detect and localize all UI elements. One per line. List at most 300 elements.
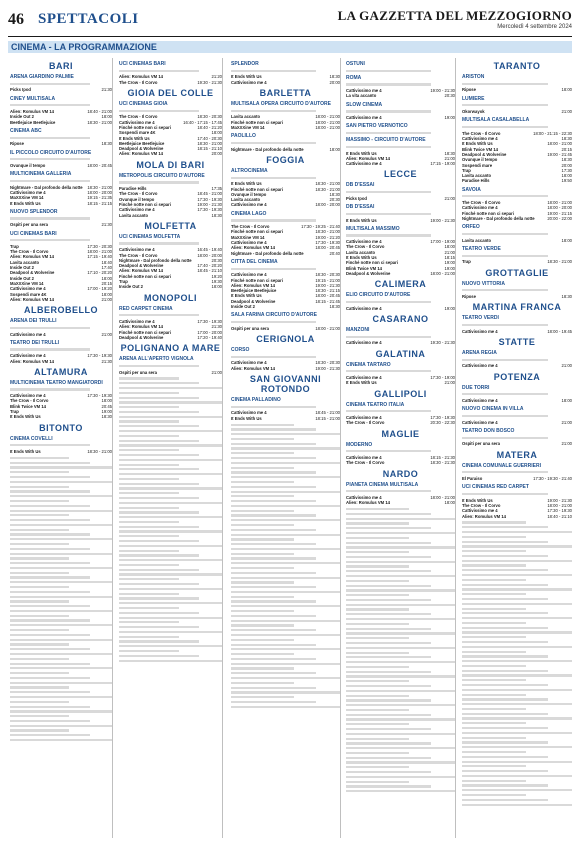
showtimes: 18:00: [561, 397, 572, 403]
film-title: Inside Out 2: [231, 304, 255, 310]
cinema-name: MULTISALA MASSIMO: [346, 225, 400, 232]
showtime-row: [462, 216, 572, 221]
cinema-address-placeholder: [231, 177, 340, 179]
showtimes: 17:35: [211, 186, 222, 192]
cinema-name: PIANETA CINEMA MULTISALA: [346, 481, 419, 488]
showtime-row: [119, 335, 222, 340]
showtime-row: [462, 398, 572, 403]
cinema-address-placeholder: [119, 110, 222, 112]
showtimes: 18:00 - 21:00: [547, 200, 572, 206]
listing-column-2: [119, 58, 223, 838]
film-title: Ovunque il tempo: [119, 196, 155, 202]
showtime-row: [346, 500, 455, 505]
showtime-row: [119, 284, 222, 289]
film-title: The Crow - Il Corvo: [346, 420, 385, 426]
showtimes: 19:00 - 21:30: [315, 282, 340, 288]
film-title: Deadpool & Wolverine: [231, 298, 276, 304]
film-title: Ospiti per una sera: [10, 222, 48, 228]
showtimes: 21:30: [101, 358, 112, 364]
showtimes: 18:30 - 21:00: [87, 184, 112, 190]
film-title: El Paraiso: [462, 476, 483, 481]
showtimes: 17:30 - 19:00: [430, 374, 455, 380]
showtimes: 21:00: [561, 363, 572, 369]
film-title: It Ends With Us: [231, 74, 262, 80]
showtimes: 19:00: [444, 115, 455, 121]
showtimes: 19:50: [561, 178, 572, 184]
film-title: Cattivissimo me 4: [462, 363, 498, 369]
cinema-name: SAN PIETRO VERNOTICO: [346, 123, 408, 130]
showtimes: 20:30: [329, 197, 340, 203]
showtimes: 19:00 - 21:15: [547, 210, 572, 216]
showtimes: 18:30: [329, 191, 340, 197]
showtimes: 18:00 - 21:00: [547, 502, 572, 508]
showtimes: 18:30 - 21:15: [315, 288, 340, 294]
showtimes: 21:00: [101, 296, 112, 302]
film-title: Cattivissimo me 4: [346, 115, 382, 121]
showtime-row: [462, 109, 572, 114]
cinema-name: CINEMA PALLADINO: [231, 397, 281, 404]
showtimes: 18:00: [561, 173, 572, 179]
listing-column-1: [10, 58, 113, 838]
showtimes: 17:40 - 20:30: [197, 135, 222, 141]
film-title: Cattivissimo me 4: [462, 397, 498, 403]
cinema-address-placeholder: [10, 444, 112, 446]
showtimes: 17:00 - 20:00: [197, 329, 222, 335]
showtimes: 17:30 - 19:30 - 21:40: [533, 476, 572, 481]
showtimes: 19:00: [101, 409, 112, 415]
showtimes: 19:00 - 21:30: [197, 201, 222, 207]
showtime-row: [10, 414, 112, 419]
film-title: Cattivissimo me 4: [462, 419, 498, 425]
showtimes: 20:30 - 22:30: [430, 420, 455, 426]
film-title: Lavita accanto: [462, 237, 492, 243]
cinema-name: UCI CINEMAS MOLFETTA: [119, 233, 181, 240]
showtime-row: [346, 460, 455, 465]
film-title: Cattivissimo me 4: [119, 207, 155, 213]
showtimes: 17:10 - 20:20: [87, 270, 112, 276]
film-title: Cattivissimo me 4: [346, 305, 382, 311]
film-title: Lavita accanto: [231, 114, 261, 120]
showtime-row: [462, 441, 572, 446]
city-heading: LECCE: [383, 169, 417, 180]
showtimes: 17:30 - 19:30: [197, 319, 222, 324]
showtimes: 18:00 - 21:00: [87, 249, 112, 255]
city-heading: POTENZA: [493, 371, 541, 382]
showtimes: 18:15 - 21:15: [87, 200, 112, 206]
showtimes: 19:30: [211, 279, 222, 285]
city-heading: MOLA DI BARI: [136, 159, 205, 170]
film-title: Lavita accanto: [346, 249, 376, 255]
film-title: Finché notte non ci separi: [119, 273, 171, 279]
film-title: Alien: Romulus VM 14: [119, 268, 163, 274]
film-title: The Crow - Il Corvo: [10, 398, 49, 404]
showtime-row: [346, 340, 455, 345]
showtimes: 18:40 - 21:00: [87, 109, 112, 115]
film-title: Deadpool & Wolverine: [346, 270, 391, 276]
showtimes: 21:00: [444, 380, 455, 386]
cinema-address-placeholder: [462, 393, 572, 395]
showtime-row: [10, 359, 112, 364]
cinema-name: TEATRO VERDI: [462, 315, 499, 322]
cinema-address-placeholder: [462, 195, 572, 197]
film-title: Ripose: [462, 87, 476, 93]
film-title: Cattivissimo me 4: [231, 360, 267, 366]
remaining-listings-placeholder: [119, 377, 222, 661]
showtime-row: [462, 178, 572, 183]
city-heading: TARANTO: [493, 61, 541, 71]
showtimes: 21:00: [444, 249, 455, 255]
showtimes: 16:40 - 17:15 - 17:45: [183, 119, 222, 125]
showtimes: 18:00: [101, 398, 112, 404]
showtime-row: [119, 80, 222, 85]
remaining-listings-placeholder: [231, 424, 340, 708]
showtimes: 18:30 - 21:00: [87, 119, 112, 125]
city-heading: MOLFETTA: [144, 220, 197, 231]
showtimes: 18:45 - 21:00: [315, 410, 340, 416]
showtime-row: [346, 271, 455, 276]
cinema-name: MULTISALA OPERA CIRCUITO D'AUTORE: [231, 100, 331, 107]
cinema-address-placeholder: [462, 324, 572, 326]
film-title: Finché notte non ci separi: [119, 124, 171, 130]
showtime-row: [10, 87, 112, 92]
city-heading: MARTINA FRANCA: [472, 302, 562, 313]
showtimes: 21:30: [211, 324, 222, 330]
cinema-name: CITTA DEL CINEMA: [231, 258, 278, 265]
film-title: Nightmare - Dal profondo della notte: [231, 250, 304, 256]
film-title: Alien: Romulus VM 14: [346, 500, 390, 506]
showtimes: 18:00 - 20:00: [87, 189, 112, 195]
cinema-address-placeholder: [10, 348, 112, 350]
showtimes: 18:00 - 20:45: [87, 162, 112, 168]
cinema-name: ARENA DEI TRULLI: [10, 318, 57, 325]
film-title: Ospiti per una sera: [231, 325, 269, 331]
film-title: MaXXXine VM 14: [231, 124, 265, 130]
showtimes: 18:00 - 21:15 - 22:30: [533, 130, 572, 136]
showtime-row: [10, 332, 112, 337]
showtimes: 19:15 - 21:35: [87, 195, 112, 201]
showtimes: 18:00 - 21:00: [315, 325, 340, 331]
film-title: Nightmare - Dal profondo della notte: [10, 184, 83, 190]
film-title: Ovunque il tempo: [231, 191, 267, 197]
showtimes: 17:30 - 20:30: [87, 243, 112, 249]
film-title: Picks Ipod: [10, 87, 31, 93]
film-title: Blink Twice VM 14: [462, 146, 498, 152]
showtimes: 19:00 - 21:30: [547, 497, 572, 503]
cinema-address-placeholder: [346, 336, 455, 338]
showtimes: 18:30: [101, 414, 112, 420]
showtimes: 18:40 - 21:10: [547, 513, 572, 519]
film-title: Trap: [119, 279, 128, 285]
film-title: Alien: Romulus VM 14: [10, 358, 54, 364]
film-title: The Crow - Il Corvo: [119, 252, 158, 258]
film-title: Finché notte non ci separi: [462, 210, 514, 216]
city-heading: BARI: [49, 61, 73, 71]
film-title: Alien: Romulus VM 14: [10, 109, 54, 115]
cinema-name: TEATRO DON BOSCO: [462, 427, 515, 434]
city-heading: GALLIPOLI: [374, 388, 427, 399]
cinema-name: DB D'ESSAI: [346, 204, 375, 211]
showtime-row: [231, 326, 340, 331]
showtimes: 19:00 - 21:45: [547, 151, 572, 157]
showtimes: 18:00: [329, 146, 340, 152]
cinema-address-placeholder: [462, 126, 572, 128]
showtimes: 18:40: [101, 259, 112, 265]
film-title: It Ends With Us: [231, 415, 262, 421]
film-title: It Ends With Us: [119, 135, 150, 141]
cinema-name: CINEMA LAGO: [231, 210, 267, 217]
cinema-address-placeholder: [462, 437, 572, 439]
newspaper-masthead: LA GAZZETTA DEL MEZZOGIORNO: [337, 8, 572, 23]
film-title: Ospiti per una sera: [462, 441, 500, 447]
film-title: Cattivissimo me 4: [119, 319, 155, 324]
cinema-address-placeholder: [346, 370, 455, 372]
showtime-row: [231, 416, 340, 421]
showtimes: 21:20: [211, 74, 222, 80]
film-title: Cattivissimo me 4: [346, 374, 382, 380]
showtimes: 21:00: [561, 419, 572, 425]
showtimes: 17:30 - 19:30: [87, 393, 112, 399]
cinema-address-placeholder: [119, 70, 222, 72]
film-title: Cattivissimo me 4: [462, 136, 498, 142]
film-title: It Ends With Us: [346, 380, 377, 386]
film-title: Alien: Romulus VM 14: [462, 513, 506, 519]
city-heading: STATTE: [498, 336, 536, 347]
cinema-address-placeholder: [346, 110, 455, 112]
showtimes: 18:00 - 20:00: [547, 205, 572, 211]
listing-column-3: [231, 58, 341, 838]
cinema-address-placeholder: [119, 314, 222, 316]
film-title: Deadpool & Wolverine: [119, 146, 164, 152]
cinema-name: SLOW CINEMA: [346, 101, 383, 108]
cinema-address-placeholder: [10, 180, 112, 182]
showtimes: 18:30 - 21:00: [197, 140, 222, 146]
cinema-address-placeholder: [462, 104, 572, 106]
film-title: Finché notte non ci separi: [231, 277, 283, 283]
showtimes: 18:00: [444, 244, 455, 250]
film-title: Finché notte non ci separi: [119, 201, 171, 207]
showtime-row: [231, 125, 340, 130]
cinema-name: ORFEO: [462, 224, 480, 231]
showtimes: 17:20 - 19:40: [197, 334, 222, 340]
showtime-row: [231, 147, 340, 152]
cinema-name: TEATRO DEI TRULLI: [10, 339, 60, 346]
city-heading: MAGLIE: [381, 428, 420, 439]
city-heading: FOGGIA: [266, 154, 305, 165]
film-title: Beetlejuice Beetlejuice: [119, 140, 165, 146]
showtimes: 17:30 - 19:30: [547, 508, 572, 514]
section-title: SPETTACOLI: [38, 11, 139, 27]
showtimes: 20:00: [211, 151, 222, 157]
cinema-name: PAOLILLO: [231, 133, 256, 140]
film-title: Deadpool & Wolverine: [10, 270, 55, 276]
cinema-address-placeholder: [346, 234, 455, 236]
film-title: The Crow - Il Corvo: [346, 460, 385, 466]
showtimes: 17:30 - 19:25 - 21:40: [301, 224, 340, 230]
listing-column-5: [462, 58, 572, 838]
film-title: Cattivissimo me 4: [346, 494, 382, 500]
film-title: Beetlejuice Beetlejuice: [231, 288, 277, 294]
showtimes: 18:30 - 20:30: [315, 272, 340, 278]
showtimes: 18:00: [211, 130, 222, 136]
film-title: Blink Twice VM 14: [346, 265, 382, 271]
showtimes: 18:30 - 21:00: [315, 181, 340, 187]
showtimes: 18:00: [101, 291, 112, 297]
showtimes: 18:30: [101, 141, 112, 147]
showtimes: 18:30: [561, 136, 572, 142]
showtime-row: [119, 151, 222, 156]
cinema-address-placeholder: [231, 142, 340, 144]
film-title: Inside Out 2: [10, 275, 34, 281]
cinema-address-placeholder: [10, 158, 112, 160]
film-title: The Crow - Il Corvo: [10, 249, 49, 255]
film-title: Ripose: [462, 293, 476, 299]
showtimes: 20:30: [444, 93, 455, 99]
city-heading: MATERA: [496, 449, 538, 460]
showtimes: 19:00: [444, 260, 455, 266]
film-title: Alien: Romulus VM 14: [119, 324, 163, 330]
cinema-address-placeholder: [10, 327, 112, 329]
film-title: Lavita accanto: [231, 197, 261, 203]
film-title: Okorwayok: [462, 109, 485, 115]
showtimes: 21:00: [444, 195, 455, 201]
film-title: Finché notte non ci separi: [119, 329, 171, 335]
showtimes: 20:00 - 22:00: [547, 215, 572, 221]
showtime-row: [346, 420, 455, 425]
showtime-row: [231, 202, 340, 207]
cinema-name: SAVOIA: [462, 186, 481, 193]
cinema-address-placeholder: [462, 493, 572, 495]
city-heading: GIOIA DEL COLLE: [127, 87, 214, 98]
film-title: MaXXXine VM 14: [10, 195, 44, 201]
showtimes: 18:30: [444, 150, 455, 156]
film-title: Cattivissimo me 4: [119, 119, 155, 125]
film-title: It Ends With Us: [346, 150, 377, 156]
film-title: Paradise Hills: [119, 186, 147, 192]
film-title: Ospiti per una sera: [119, 369, 157, 375]
showtime-row: [10, 141, 112, 146]
showtimes: 20:30: [211, 257, 222, 263]
showtimes: 18:30 - 20:30: [315, 360, 340, 366]
showtimes: 17:00 - 19:00: [430, 239, 455, 245]
cinema-name: CINEMA TARTARO: [346, 361, 391, 368]
remaining-listings-placeholder: [462, 521, 572, 805]
cinema-name: ARENA ALL'APERTO VIGNOLA: [119, 356, 194, 363]
film-title: The Crow - Il Corvo: [462, 130, 501, 136]
film-title: Nightmare - Dal profondo della notte: [119, 257, 192, 263]
showtime-row: [346, 93, 455, 98]
showtimes: 19:00: [444, 265, 455, 271]
cinema-name: CINEMA COVELLI: [10, 435, 53, 442]
showtimes: 19:30 - 21:30: [430, 340, 455, 346]
city-heading: GROTTAGLIE: [485, 267, 549, 278]
cinema-address-placeholder: [119, 365, 222, 367]
cinema-name: ARENA REGIA: [462, 349, 497, 356]
film-title: Finché notte non ci separi: [231, 186, 283, 192]
showtime-row: [462, 259, 572, 264]
film-title: Cattivissimo me 4: [346, 340, 382, 346]
film-title: The Crow - Il Corvo: [119, 114, 158, 120]
cinema-name: SALA FARINA CIRCUITO D'AUTORE: [231, 312, 317, 319]
showtimes: 17:30 - 19:30: [87, 353, 112, 359]
cinema-name: ARENA GIARDINO PALMIE: [10, 74, 74, 80]
cinema-address-placeholder: [10, 239, 112, 241]
cinema-name: MULTISALA CASALABELLA: [462, 117, 530, 124]
film-title: Paradise Hills: [462, 178, 490, 184]
showtime-row: [10, 163, 112, 168]
film-title: Nightmare - Dal profondo della notte: [462, 215, 535, 221]
cinema-name: UCI CINEMAS RED CARPET: [462, 484, 529, 491]
cinema-name: MULTICINEMA TEATRO MANGIATORDI: [10, 379, 103, 386]
showtimes: 18:00 - 20:45: [315, 293, 340, 299]
cinema-name: METROPOLIS CIRCUITO D'AUTORE: [119, 172, 205, 179]
showtimes: 18:15 - 21:30: [430, 454, 455, 460]
showtimes: 18:00 - 21:00: [547, 141, 572, 147]
showtimes: 18:00: [101, 275, 112, 281]
showtimes: 20:40: [329, 250, 340, 256]
section-banner: CINEMA - LA PROGRAMMAZIONE: [8, 41, 572, 53]
showtimes: 18:30: [561, 157, 572, 163]
film-title: Inside Out 2: [119, 284, 143, 290]
showtimes: 21:30: [101, 222, 112, 228]
cinema-address-placeholder: [231, 268, 340, 270]
film-title: Cattivissimo me 4: [462, 328, 498, 334]
cinema-name: CINEMA ABC: [10, 127, 42, 134]
showtimes: 18:30 - 21:00: [315, 229, 340, 235]
film-title: Finché notte non ci separi: [231, 119, 283, 125]
showtimes: 18:30 - 21:00: [547, 259, 572, 265]
cinema-address-placeholder: [10, 83, 112, 85]
showtimes: 18:00 - 21:00: [430, 494, 455, 500]
cinema-name: IL PICCOLO CIRCUITO D'AUTORE: [10, 149, 92, 156]
showtimes: 19:00 - 21:20: [315, 234, 340, 240]
showtimes: 20:15: [561, 146, 572, 152]
film-title: Lavita accanto: [462, 173, 492, 179]
showtime-row: [10, 120, 112, 125]
film-title: It Ends With Us: [346, 255, 377, 261]
cinema-name: TEATRO VERDE: [462, 245, 501, 252]
film-title: The Crow - Il Corvo: [119, 79, 158, 85]
film-title: It Ends With Us: [10, 449, 41, 455]
film-title: Cattivissimo me 4: [231, 410, 267, 416]
cinema-name: NUOVO CINEMA IN VILLA: [462, 406, 524, 413]
film-title: It Ends With Us: [231, 293, 262, 299]
film-title: Inside Out 2: [10, 114, 34, 120]
cinema-name: UCI CINEMAS BARI: [10, 230, 57, 237]
showtimes: 18:40 - 21:20: [197, 124, 222, 130]
film-title: Deadpool & Wolverine: [462, 151, 507, 157]
city-heading: NARDO: [382, 468, 419, 479]
showtimes: 17:00 - 19:20: [87, 286, 112, 292]
cinema-name: SPLENDOR: [231, 61, 259, 67]
cinema-address-placeholder: [346, 191, 455, 193]
showtime-row: [462, 294, 572, 299]
cinema-address-placeholder: [231, 70, 340, 72]
showtimes: 18:00: [561, 87, 572, 93]
showtime-row: [346, 380, 455, 385]
film-title: Cattivissimo me 4: [462, 508, 498, 514]
showtimes: 21:00: [101, 331, 112, 337]
film-title: Alien: Romulus VM 14: [231, 282, 275, 288]
film-title: The Crow - Il Corvo: [231, 224, 270, 230]
cinema-name: MANZONI: [346, 326, 370, 333]
showtime-row: [119, 370, 222, 375]
showtimes: 17:15 - 19:40: [87, 254, 112, 260]
cinema-name: UCI CINEMAS BARI: [119, 61, 166, 67]
film-title: Cattivissimo me 4: [346, 161, 382, 167]
showtimes: 17:30 - 19:30: [197, 196, 222, 202]
showtimes: 16:45 - 19:40: [197, 247, 222, 253]
film-title: Alien: Romulus VM 14: [231, 245, 275, 251]
